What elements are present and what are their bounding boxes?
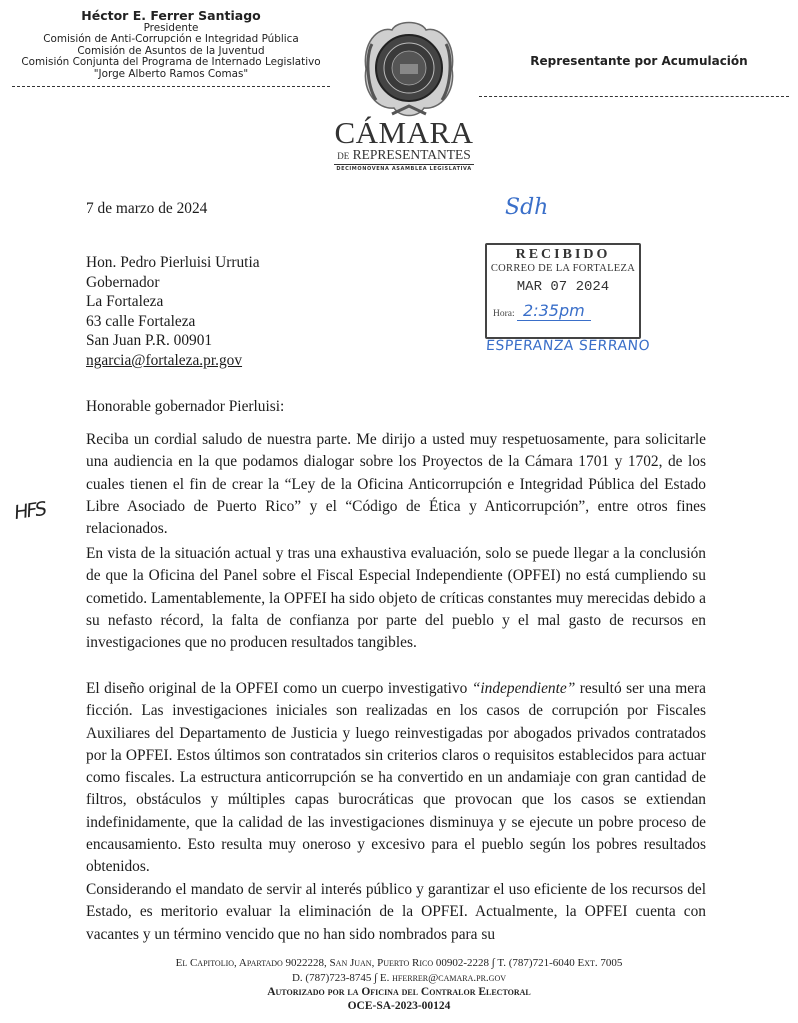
sender-commission-3: Comisión Conjunta del Programa de Internado Legislativo (21, 56, 321, 69)
recipient-address (86, 253, 706, 371)
logo-de-text: DE (337, 151, 350, 161)
paragraph-3-start: El diseño original de la OPFEI como un cuerpo investigativo (86, 680, 472, 697)
paragraph-3 (86, 678, 706, 879)
recipient-office: La Fortaleza (86, 293, 164, 311)
received-by-signature: ESPERANZA SERRANO (485, 338, 651, 354)
stamp-hour-label: Hora: (493, 309, 515, 319)
margin-initials: HFS (13, 497, 46, 525)
recipient-city: San Juan P.R. 00901 (86, 332, 213, 350)
house-seal-icon (352, 14, 466, 124)
recipient-email-link[interactable]: ngarcia@fortaleza.pr.gov (86, 351, 243, 369)
salutation: Honorable gobernador Pierluisi: (86, 398, 285, 415)
logo-camara-text: CÁMARA (334, 115, 474, 150)
paragraph-3-rest: resultó ser una mera ficción. Las investigaciones iniciales son realizadas en los casos de corrupción por Fiscales Auxiliares del Departamento de Justicia y luego reinvestigadas por abogados privados contratados por la OPFEI. Estos últimos son contratados sin criterios claros o requisitos establecidos para actuar como fiscales. La estructura anticorrupción se ha convertido en un andamiaje con gran cantidad de filtros, obstáculos y múltiples capas burocráticas que provocan que los casos se extiendan indefinidamente, que la calidad de las investigaciones disminuya y se ejecute un pobre proceso de encausamiento. Esto resulta muy oneroso y excesivo para el pueblo según los pobres resultados obtenidos. (86, 680, 706, 876)
header-divider-left (12, 86, 330, 87)
sender-commission-1: Comisión de Anti-Corrupción e Integridad Pública (43, 33, 299, 46)
recipient-street: 63 calle Fortaleza (86, 312, 196, 330)
stamp-date: MAR 07 2024 (516, 279, 610, 295)
logo-sub-text: REPRESENTANTES (352, 147, 471, 162)
logo-assembly-text: DECIMONOVENA ASAMBLEA LEGISLATIVA (336, 166, 472, 172)
recipient-name: Hon. Pedro Pierluisi Urrutia (86, 254, 260, 271)
paragraph-4: Considerando el mandato de servir al interés público y garantizar el uso eficiente de los recursos del Estado, es meritorio evaluar la eliminación de la OPFEI. Actualmente, la OPFEI cuenta con vacantes y un término vencido que no han sido nombrados para su (86, 881, 706, 943)
stamp-office-label: CORREO DE LA FORTALEZA (490, 263, 636, 274)
sender-name: Héctor E. Ferrer Santiago (81, 8, 261, 23)
paragraph-2: En vista de la situación actual y tras una exhaustiva evaluación, solo se puede llegar a la conclusión de que la Oficina del Panel sobre el Fiscal Especial Independiente (OPFEI) no está cumpliendo su cometido. Lamentablemente, la OPFEI ha sido objeto de críticas constantes muy merecidas debido a su nefasto récord, la falta de confianza por parte del pueblo y el mal gasto de recursos en investigaciones que no producen resultados tangibles. (86, 545, 706, 652)
handwritten-initials-top: Sdh (505, 195, 549, 220)
sender-commission-2: Comisión de Asuntos de la Juventud (77, 44, 265, 57)
footer-authorization: Autorizado por la Oficina del Contralor Electoral (267, 986, 531, 998)
header-divider-right (479, 96, 789, 97)
stamp-hour-value: 2:35pm (517, 301, 591, 321)
stamp-received-label: RECIBIDO (515, 247, 611, 262)
letter-date: 7 de marzo de 2024 (86, 200, 208, 217)
footer-address: El Capitolio, Apartado 9022228, San Juan, Puerto Rico 00902-2228 ∫ T. (787)721-6040 Ext. 7005 (175, 957, 623, 969)
camara-logo (334, 115, 474, 174)
letterhead-sender-block (12, 8, 330, 87)
footer-contact: D. (787)723-8745 ∫ E. hferrer@camara.pr.gov (291, 972, 507, 984)
paragraph-1: Reciba un cordial saludo de nuestra parte. Me dirijo a usted muy respetuosamente, para solicitarle una audiencia en la que podamos dialogar sobre los Proyectos de la Cámara 1701 y 1702, de los cuales tienen el fin de crear la “Ley de la Oficina Anticorrupción e Integridad Pública del Estado Libre Asociado de Puerto Rico” y el “Código de Ética y Anticorrupción”, entre otros fines relacionados. (86, 431, 706, 538)
paragraph-3-emphasis: “independiente” (471, 680, 576, 697)
representative-title: Representante por Acumulación (530, 54, 748, 68)
sender-commission-4: "Jorge Alberto Ramos Comas" (93, 67, 249, 80)
sender-title: Presidente (143, 22, 199, 34)
footer-authorization-number: OCE-SA-2023-00124 (347, 1000, 451, 1012)
logo-representantes-text (334, 148, 474, 165)
recipient-title: Gobernador (86, 273, 160, 291)
